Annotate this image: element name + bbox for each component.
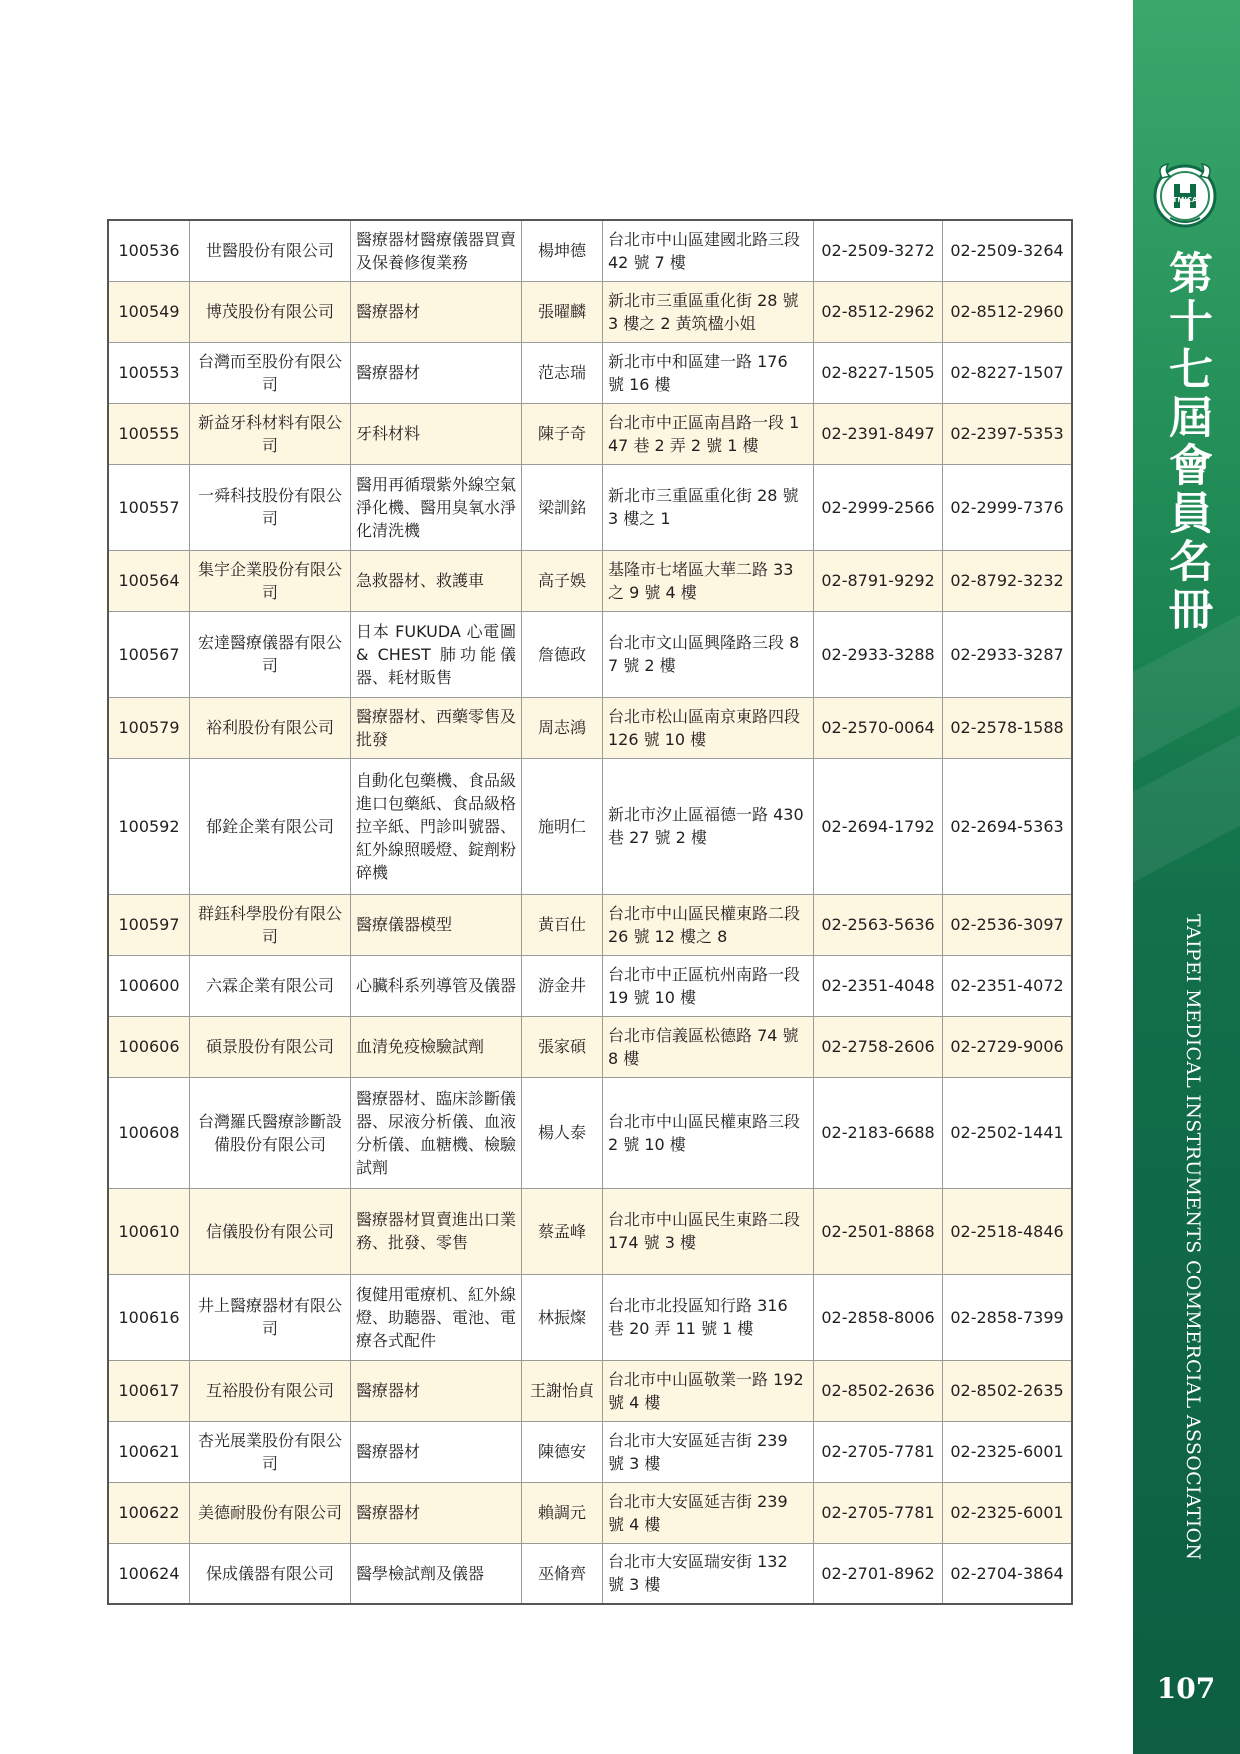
- member-id: 100549: [108, 281, 190, 342]
- fax: 02-2502-1441: [943, 1077, 1073, 1188]
- table-row: [108, 758, 1072, 894]
- business-items: 急救器材、救護車: [351, 550, 522, 611]
- address: 台北市大安區延吉街 239 號 3 樓: [603, 1421, 814, 1482]
- address: 台北市中正區南昌路一段 147 巷 2 弄 2 號 1 樓: [603, 403, 814, 464]
- table-row: [108, 894, 1072, 955]
- business-items: 醫用再循環紫外線空氣淨化機、醫用臭氧水淨化清洗機: [351, 464, 522, 550]
- member-id: 100557: [108, 464, 190, 550]
- address: 台北市大安區延吉街 239 號 4 樓: [603, 1482, 814, 1543]
- address: 台北市中山區民權東路二段 26 號 12 樓之 8: [603, 894, 814, 955]
- contact-person: 王謝怡貞: [522, 1360, 603, 1421]
- company-name: 美德耐股份有限公司: [190, 1482, 351, 1543]
- business-items: 醫療器材、臨床診斷儀器、尿液分析儀、血液分析儀、血糖機、檢驗試劑: [351, 1077, 522, 1188]
- business-items: 醫學檢試劑及儀器: [351, 1543, 522, 1604]
- contact-person: 張曜麟: [522, 281, 603, 342]
- company-name: 裕利股份有限公司: [190, 697, 351, 758]
- telephone: 02-8227-1505: [814, 342, 943, 403]
- address: 台北市中山區建國北路三段 42 號 7 樓: [603, 220, 814, 281]
- telephone: 02-2758-2606: [814, 1016, 943, 1077]
- contact-person: 巫脩齊: [522, 1543, 603, 1604]
- member-id: 100579: [108, 697, 190, 758]
- fax: 02-8512-2960: [943, 281, 1073, 342]
- telephone: 02-2705-7781: [814, 1421, 943, 1482]
- company-name: 一舜科技股份有限公司: [190, 464, 351, 550]
- company-name: 台灣羅氏醫療診斷設備股份有限公司: [190, 1077, 351, 1188]
- fax: 02-2933-3287: [943, 611, 1073, 697]
- member-id: 100564: [108, 550, 190, 611]
- telephone: 02-2701-8962: [814, 1543, 943, 1604]
- table-row: [108, 403, 1072, 464]
- company-name: 集宇企業股份有限公司: [190, 550, 351, 611]
- address: 台北市松山區南京東路四段 126 號 10 樓: [603, 697, 814, 758]
- contact-person: 游金井: [522, 955, 603, 1016]
- association-emblem-icon: [1150, 158, 1220, 232]
- table-row: [108, 697, 1072, 758]
- table-row: [108, 955, 1072, 1016]
- contact-person: 詹德政: [522, 611, 603, 697]
- address: 新北市汐止區福德一路 430 巷 27 號 2 樓: [603, 758, 814, 894]
- table-row: [108, 1543, 1072, 1604]
- page-number: 107: [1156, 1672, 1216, 1705]
- address: 新北市中和區建一路 176 號 16 樓: [603, 342, 814, 403]
- telephone: 02-2705-7781: [814, 1482, 943, 1543]
- member-id: 100608: [108, 1077, 190, 1188]
- telephone: 02-2501-8868: [814, 1188, 943, 1274]
- member-id: 100536: [108, 220, 190, 281]
- contact-person: 黃百仕: [522, 894, 603, 955]
- member-id: 100624: [108, 1543, 190, 1604]
- company-name: 新益牙科材料有限公司: [190, 403, 351, 464]
- member-id: 100553: [108, 342, 190, 403]
- telephone: 02-8512-2962: [814, 281, 943, 342]
- address: 台北市中山區敬業一路 192 號 4 樓: [603, 1360, 814, 1421]
- table-row: [108, 464, 1072, 550]
- telephone: 02-2999-2566: [814, 464, 943, 550]
- telephone: 02-2509-3272: [814, 220, 943, 281]
- company-name: 六霖企業有限公司: [190, 955, 351, 1016]
- address: 台北市大安區瑞安街 132 號 3 樓: [603, 1543, 814, 1604]
- company-name: 保成儀器有限公司: [190, 1543, 351, 1604]
- table-row: [108, 281, 1072, 342]
- address: 新北市三重區重化街 28 號 3 樓之 2 黃筑楹小姐: [603, 281, 814, 342]
- company-name: 井上醫療器材有限公司: [190, 1274, 351, 1360]
- telephone: 02-2933-3288: [814, 611, 943, 697]
- contact-person: 楊人泰: [522, 1077, 603, 1188]
- sidebar-title-en: TAIPEI MEDICAL INSTRUMENTS COMMERCIAL ASSOCIATION: [1182, 914, 1204, 1561]
- address: 台北市中山區民生東路二段 174 號 3 樓: [603, 1188, 814, 1274]
- fax: 02-8502-2635: [943, 1360, 1073, 1421]
- company-name: 杏光展業股份有限公司: [190, 1421, 351, 1482]
- member-id: 100555: [108, 403, 190, 464]
- address: 台北市北投區知行路 316 巷 20 弄 11 號 1 樓: [603, 1274, 814, 1360]
- contact-person: 楊坤德: [522, 220, 603, 281]
- business-items: 醫療儀器模型: [351, 894, 522, 955]
- business-items: 醫療器材買賣進出口業務、批發、零售: [351, 1188, 522, 1274]
- business-items: 醫療器材: [351, 1360, 522, 1421]
- telephone: 02-2570-0064: [814, 697, 943, 758]
- fax: 02-2325-6001: [943, 1482, 1073, 1543]
- fax: 02-2518-4846: [943, 1188, 1073, 1274]
- fax: 02-2999-7376: [943, 464, 1073, 550]
- business-items: 牙科材料: [351, 403, 522, 464]
- business-items: 醫療器材: [351, 1482, 522, 1543]
- business-items: 醫療器材醫療儀器買賣及保養修復業務: [351, 220, 522, 281]
- business-items: 心臟科系列導管及儀器: [351, 955, 522, 1016]
- member-id: 100621: [108, 1421, 190, 1482]
- table-row: [108, 1274, 1072, 1360]
- table-row: [108, 1421, 1072, 1482]
- company-name: 宏達醫療儀器有限公司: [190, 611, 351, 697]
- emblem-text: TMICA: [1172, 196, 1198, 204]
- fax: 02-2578-1588: [943, 697, 1073, 758]
- company-name: 群鈺科學股份有限公司: [190, 894, 351, 955]
- address: 台北市中正區杭州南路一段 19 號 10 樓: [603, 955, 814, 1016]
- fax: 02-2397-5353: [943, 403, 1073, 464]
- member-id: 100592: [108, 758, 190, 894]
- table-row: [108, 1077, 1072, 1188]
- business-items: 日本 FUKUDA 心電圖 & CHEST 肺功能儀器、耗材販售: [351, 611, 522, 697]
- address: 新北市三重區重化街 28 號 3 樓之 1: [603, 464, 814, 550]
- member-id: 100606: [108, 1016, 190, 1077]
- contact-person: 張家碩: [522, 1016, 603, 1077]
- fax: 02-2694-5363: [943, 758, 1073, 894]
- member-id: 100622: [108, 1482, 190, 1543]
- address: 台北市文山區興隆路三段 87 號 2 樓: [603, 611, 814, 697]
- telephone: 02-2563-5636: [814, 894, 943, 955]
- company-name: 博茂股份有限公司: [190, 281, 351, 342]
- contact-person: 賴調元: [522, 1482, 603, 1543]
- fax: 02-2325-6001: [943, 1421, 1073, 1482]
- telephone: 02-2391-8497: [814, 403, 943, 464]
- business-items: 醫療器材: [351, 1421, 522, 1482]
- table-row: [108, 1482, 1072, 1543]
- member-id: 100567: [108, 611, 190, 697]
- contact-person: 范志瑞: [522, 342, 603, 403]
- telephone: 02-8791-9292: [814, 550, 943, 611]
- member-table: [107, 219, 1073, 1605]
- contact-person: 周志鴻: [522, 697, 603, 758]
- table-row: [108, 611, 1072, 697]
- fax: 02-2509-3264: [943, 220, 1073, 281]
- member-id: 100616: [108, 1274, 190, 1360]
- business-items: 醫療器材: [351, 342, 522, 403]
- telephone: 02-2183-6688: [814, 1077, 943, 1188]
- sidebar-title-cn: 第十七屆會員名冊: [1161, 250, 1212, 634]
- fax: 02-2536-3097: [943, 894, 1073, 955]
- table-row: [108, 342, 1072, 403]
- telephone: 02-2351-4048: [814, 955, 943, 1016]
- table-row: [108, 1016, 1072, 1077]
- business-items: 自動化包藥機、食品級進口包藥紙、食品級格拉辛紙、門診叫號器、紅外線照暖燈、錠劑粉碎機: [351, 758, 522, 894]
- fax: 02-2704-3864: [943, 1543, 1073, 1604]
- member-id: 100610: [108, 1188, 190, 1274]
- company-name: 互裕股份有限公司: [190, 1360, 351, 1421]
- contact-person: 蔡孟峰: [522, 1188, 603, 1274]
- fax: 02-8792-3232: [943, 550, 1073, 611]
- contact-person: 施明仁: [522, 758, 603, 894]
- telephone: 02-2694-1792: [814, 758, 943, 894]
- address: 台北市信義區松德路 74 號 8 樓: [603, 1016, 814, 1077]
- fax: 02-2351-4072: [943, 955, 1073, 1016]
- fax: 02-2858-7399: [943, 1274, 1073, 1360]
- business-items: 醫療器材: [351, 281, 522, 342]
- member-id: 100600: [108, 955, 190, 1016]
- company-name: 信儀股份有限公司: [190, 1188, 351, 1274]
- table-row: [108, 1360, 1072, 1421]
- company-name: 郁銓企業有限公司: [190, 758, 351, 894]
- fax: 02-2729-9006: [943, 1016, 1073, 1077]
- address: 基隆市七堵區大華二路 33 之 9 號 4 樓: [603, 550, 814, 611]
- contact-person: 梁訓銘: [522, 464, 603, 550]
- contact-person: 陳子奇: [522, 403, 603, 464]
- member-id: 100597: [108, 894, 190, 955]
- business-items: 復健用電療机、紅外線燈、助聽器、電池、電療各式配件: [351, 1274, 522, 1360]
- table-row: [108, 550, 1072, 611]
- fax: 02-8227-1507: [943, 342, 1073, 403]
- address: 台北市中山區民權東路三段 2 號 10 樓: [603, 1077, 814, 1188]
- telephone: 02-2858-8006: [814, 1274, 943, 1360]
- table-row: [108, 220, 1072, 281]
- company-name: 世醫股份有限公司: [190, 220, 351, 281]
- member-id: 100617: [108, 1360, 190, 1421]
- telephone: 02-8502-2636: [814, 1360, 943, 1421]
- business-items: 醫療器材、西藥零售及批發: [351, 697, 522, 758]
- contact-person: 高子娛: [522, 550, 603, 611]
- business-items: 血清免疫檢驗試劑: [351, 1016, 522, 1077]
- contact-person: 林振燦: [522, 1274, 603, 1360]
- table-row: [108, 1188, 1072, 1274]
- contact-person: 陳德安: [522, 1421, 603, 1482]
- company-name: 碩景股份有限公司: [190, 1016, 351, 1077]
- company-name: 台灣而至股份有限公司: [190, 342, 351, 403]
